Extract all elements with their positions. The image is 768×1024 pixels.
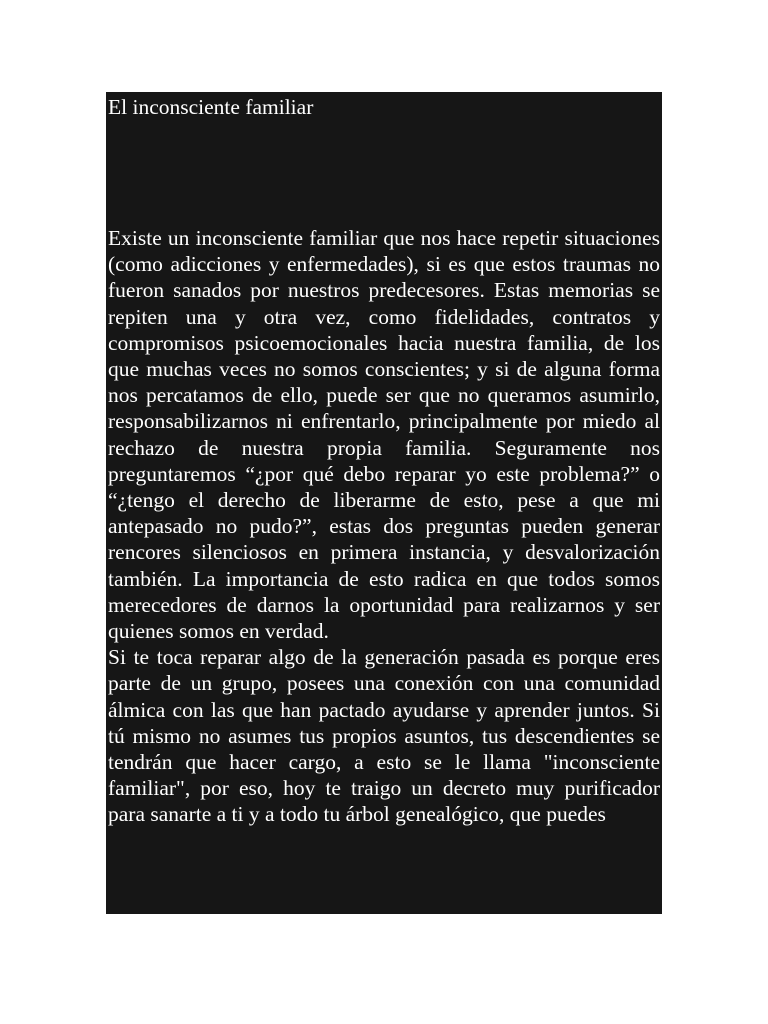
body-paragraph-2: Si te toca reparar algo de la generación pasada es porque eres parte de un grupo, posees una conexión con una comunidad álmica con las que han pactado ayudarse y aprender juntos. Si tú mismo no asumes tus propios asuntos, tus descendientes se tendrán que hacer cargo, a esto se le llama "inconsciente familiar", por eso, hoy te traigo un decreto muy purificador para sanarte a ti y a todo tu árbol genealógico, que puedes: [108, 645, 660, 827]
document-page: [106, 92, 662, 914]
document-body: [108, 225, 660, 828]
body-paragraph-1: Existe un inconsciente familiar que nos hace repetir situaciones (como adicciones y enfermedades), si es que estos traumas no fueron sanados por nuestros predecesores. Estas memorias se repiten una y otra vez, como fidelidades, contratos y compromisos psicoemocionales hacia nuestra familia, de los que muchas veces no somos conscientes; y si de alguna forma nos percatamos de ello, puede ser que no queramos asumirlo, responsabilizarnos ni enfrentarlo, principalmente por miedo al rechazo de nuestra propia familia. Seguramente nos preguntaremos “¿por qué debo reparar yo este problema?” o “¿tengo el derecho de liberarme de esto, pese a que mi antepasado no pudo?”, estas dos preguntas pueden generar rencores silenciosos en primera instancia, y desvalorización también. La importancia de esto radica en que todos somos merecedores de darnos la oportunidad para realizarnos y ser quienes somos en verdad.: [108, 226, 660, 644]
document-title: El inconsciente familiar: [108, 95, 314, 119]
